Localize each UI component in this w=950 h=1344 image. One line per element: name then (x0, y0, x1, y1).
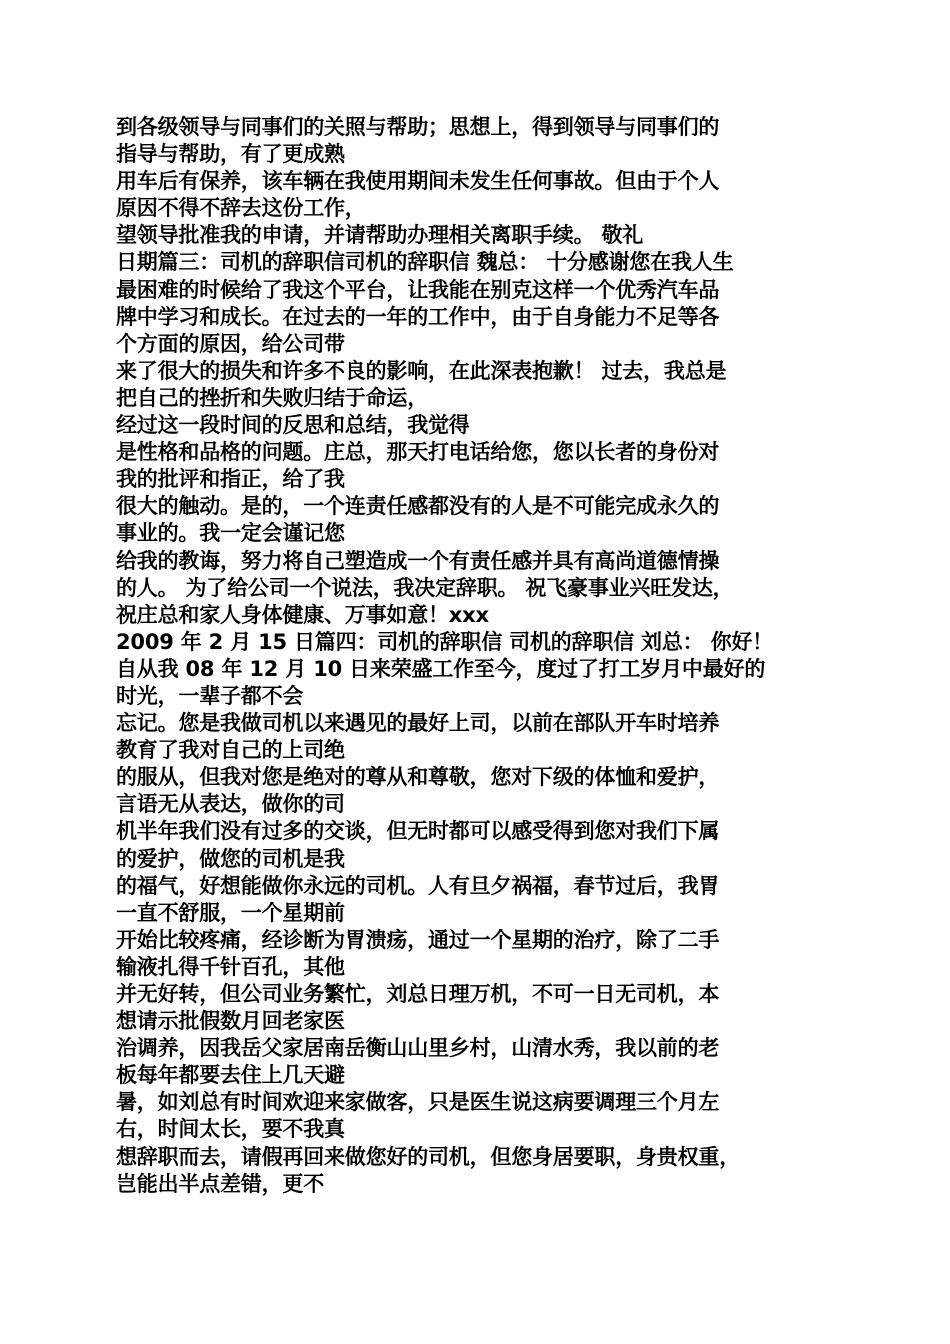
text-line: 时光，一辈子都不会 (116, 683, 304, 708)
text-line: 日期篇三：司机的辞职信司机的辞职信 魏总： 十分感谢您在我人生 (116, 250, 734, 275)
text-line: 治调养，因我岳父家居南岳衡山山里乡村，山清水秀，我以前的老 (116, 1036, 720, 1061)
text-line: 右，时间太长，要不我真 (116, 1117, 345, 1142)
text-line: 最困难的时候给了我这个平台，让我能在别克这样一个优秀汽车品 (116, 277, 720, 302)
text-line: 想请示批假数月回老家医 (116, 1009, 345, 1034)
text-line: 一直不舒服，一个星期前 (116, 900, 345, 925)
text-line: 机半年我们没有过多的交谈，但无时都可以感受得到您对我们下属 (116, 819, 720, 844)
text-line: 并无好转，但公司业务繁忙，刘总日理万机，不可一日无司机，本 (116, 982, 720, 1006)
text-line: 我的批评和指正，给了我 (116, 467, 345, 492)
text-line: 板每年都要去住上几天避 (116, 1063, 345, 1088)
text-line: 用车后有保养，该车辆在我使用期间未发生任何事故。但由于个人 (116, 169, 720, 194)
text-line: 开始比较疼痛，经诊断为胃溃疡，通过一个星期的治疗，除了二手 (116, 927, 720, 952)
text-line: 岂能出半点差错，更不 (116, 1171, 324, 1196)
text-line: 是性格和品格的问题。庄总，那天打电话给您，您以长者的身份对 (116, 440, 720, 465)
text-line: 输液扎得千针百孔，其他 (116, 954, 345, 979)
text-line: 指导与帮助，有了更成熟 (116, 142, 345, 167)
text-line: 把自己的挫折和失败归结于命运， (116, 385, 428, 410)
text-line: 来了很大的损失和许多不良的影响，在此深表抱歉！ 过去，我总是 (116, 358, 727, 383)
text-line: 牌中学习和成长。在过去的一年的工作中，由于自身能力不足等各 (116, 304, 720, 329)
text-line: 暑，如刘总有时间欢迎来家做客，只是医生说这病要调理三个月左 (116, 1090, 720, 1115)
text-line: 的人。 为了给公司一个说法，我决定辞职。 祝飞豪事业兴旺发达， (116, 575, 734, 600)
text-line: 望领导批准我的申请，并请帮助办理相关离职手续。 敬礼 (116, 223, 644, 248)
text-line: 的福气，好想能做你永远的司机。人有旦夕祸福，春节过后，我胃 (116, 873, 720, 898)
text-line: 经过这一段时间的反思和总结，我觉得 (116, 413, 470, 438)
text-line: 的服从，但我对您是绝对的尊从和尊敬，您对下级的体恤和爱护， (116, 765, 720, 790)
document-body (116, 114, 828, 1198)
text-line: 忘记。您是我做司机以来遇见的最好上司，以前在部队开车时培养 (116, 711, 720, 736)
text-line: 很大的触动。是的，一个连责任感都没有的人是不可能完成永久的 (116, 494, 720, 519)
text-line: 教育了我对自己的上司绝 (116, 738, 345, 763)
text-line: 想辞职而去，请假再回来做您好的司机，但您身居要职，身贵权重， (116, 1144, 740, 1169)
text-line: 的爱护，做您的司机是我 (116, 846, 345, 871)
text-line: 给我的教诲，努力将自己塑造成一个有责任感并具有高尚道德情操 (116, 548, 720, 573)
text-line: 事业的。我一定会谨记您 (116, 521, 345, 546)
text-line: 原因不得不辞去这份工作， (116, 196, 366, 221)
text-line: 言语无从表达，做你的司 (116, 792, 345, 817)
text-line: 2009 年 2 月 15 日篇四：司机的辞职信 司机的辞职信 刘总： 你好！ (116, 629, 773, 654)
text-line: 个方面的原因，给公司带 (116, 331, 345, 356)
text-line: 自从我 08 年 12 月 10 日来荣盛工作至今，度过了打工岁月中最好的 (116, 656, 766, 681)
text-line: 祝庄总和家人身体健康、万事如意！xxx (116, 602, 489, 627)
text-line: 到各级领导与同事们的关照与帮助；思想上，得到领导与同事们的 (116, 115, 720, 139)
